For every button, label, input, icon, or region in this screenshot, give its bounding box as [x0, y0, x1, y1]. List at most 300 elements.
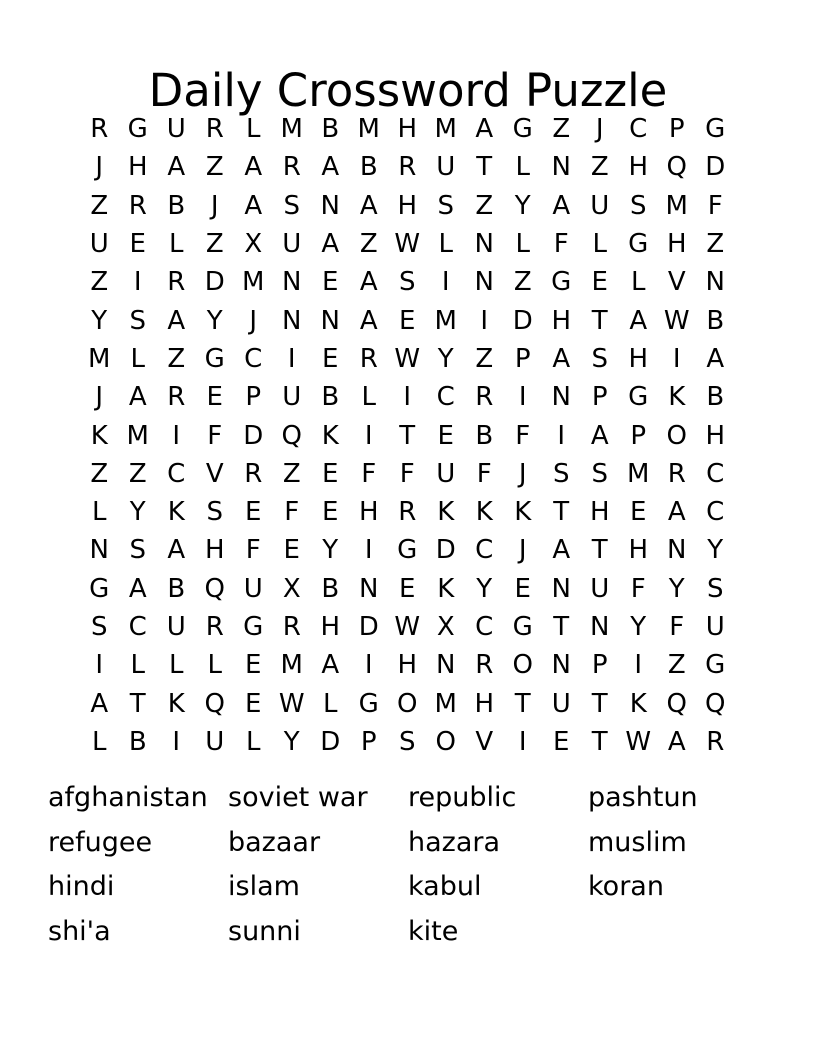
grid-letter: M	[88, 343, 111, 374]
grid-letter: A	[590, 420, 609, 451]
grid-letter: C	[167, 458, 186, 489]
grid-letter: K	[167, 688, 185, 719]
grid-letter: M	[280, 650, 303, 681]
grid-letter: G	[705, 114, 726, 145]
grid-letter: I	[133, 267, 142, 298]
grid-letter: C	[436, 382, 455, 413]
grid-letter: K	[668, 382, 686, 413]
grid-letter: Y	[129, 497, 146, 528]
grid-letter: L	[207, 650, 222, 681]
grid-letter: D	[320, 726, 341, 757]
grid-letter: J	[518, 458, 527, 489]
grid-letter: D	[705, 152, 726, 183]
grid-letter: I	[634, 650, 643, 681]
grid-letter: J	[95, 152, 104, 183]
word-bank-item: sunni	[228, 915, 301, 947]
grid-letter: H	[397, 190, 418, 221]
grid-letter: G	[358, 688, 379, 719]
grid-letter: U	[89, 229, 109, 260]
grid-row	[80, 684, 735, 722]
grid-letter: G	[512, 612, 533, 642]
grid-letter: J	[249, 305, 258, 336]
grid-row	[80, 340, 735, 378]
grid-letter: E	[399, 573, 416, 604]
grid-letter: I	[403, 382, 412, 413]
grid-letter: H	[628, 152, 649, 183]
grid-letter: M	[242, 267, 265, 298]
grid-letter: D	[358, 612, 379, 642]
grid-letter: J	[95, 382, 104, 413]
grid-letter: S	[129, 305, 146, 336]
grid-letter: A	[321, 152, 340, 183]
grid-letter: Q	[666, 152, 687, 183]
grid-letter: E	[245, 650, 262, 681]
grid-letter: O	[512, 650, 533, 681]
grid-letter: P	[630, 420, 647, 451]
grid-letter: I	[287, 343, 296, 374]
grid-letter: I	[172, 420, 181, 451]
grid-letter: I	[672, 343, 681, 374]
grid-letter: G	[628, 229, 649, 260]
grid-letter: S	[552, 458, 570, 489]
grid-letter: H	[358, 497, 379, 528]
grid-letter: T	[591, 305, 608, 336]
grid-letter: R	[359, 343, 378, 374]
grid-letter: B	[359, 152, 378, 183]
grid-letter: C	[706, 497, 725, 528]
grid-letter: E	[399, 305, 416, 336]
grid-letter: Q	[204, 573, 225, 604]
grid-letter: E	[206, 382, 223, 413]
grid-letter: V	[205, 458, 224, 489]
word-bank-item: refugee	[48, 826, 153, 858]
grid-letter: Q	[666, 688, 687, 719]
grid-letter: J	[210, 190, 219, 221]
grid-letter: E	[437, 420, 454, 451]
grid-letter: F	[669, 612, 685, 642]
grid-letter: A	[706, 343, 725, 374]
word-bank-item: kite	[408, 915, 459, 947]
grid-letter: A	[128, 382, 147, 413]
grid-letter: M	[434, 305, 457, 336]
grid-letter: Z	[90, 267, 109, 298]
grid-letter: U	[205, 726, 225, 757]
grid-letter: L	[438, 229, 453, 260]
grid-letter: C	[128, 612, 147, 642]
grid-letter: Y	[437, 343, 454, 374]
grid-letter: U	[282, 382, 302, 413]
grid-letter: S	[591, 458, 608, 489]
grid-letter: N	[436, 650, 456, 681]
grid-row	[80, 148, 735, 186]
grid-letter: S	[706, 573, 724, 604]
grid-letter: G	[204, 343, 225, 374]
grid-letter: I	[364, 650, 373, 681]
grid-letter: E	[245, 497, 262, 528]
grid-letter: T	[591, 688, 608, 719]
grid-letter: T	[553, 612, 570, 642]
grid-letter: U	[436, 152, 456, 183]
word-bank-column	[228, 776, 408, 954]
grid-letter: L	[169, 650, 184, 681]
grid-letter: A	[552, 535, 571, 566]
grid-letter: S	[629, 190, 647, 221]
grid-letter: U	[436, 458, 456, 489]
grid-letter: A	[552, 190, 571, 221]
puzzle-title: Daily Crossword Puzzle	[148, 64, 668, 118]
grid-letter: K	[475, 497, 493, 528]
grid-letter: H	[551, 305, 572, 336]
grid-letter: O	[435, 726, 456, 757]
grid-letter: E	[553, 726, 570, 757]
word-bank-item: pashtun	[588, 782, 698, 813]
grid-letter: T	[591, 535, 608, 566]
grid-letter: S	[206, 497, 223, 528]
grid-letter: Y	[91, 305, 108, 336]
grid-letter: W	[278, 688, 305, 719]
grid-letter: S	[129, 535, 146, 566]
grid-letter: H	[474, 688, 495, 719]
grid-letter: Y	[514, 190, 531, 221]
grid-letter: N	[551, 650, 571, 681]
grid-letter: F	[284, 497, 300, 528]
grid-letter: M	[627, 458, 650, 489]
grid-row	[80, 531, 735, 569]
grid-letter: E	[322, 458, 339, 489]
grid-letter: F	[515, 420, 531, 451]
grid-letter: Q	[705, 688, 726, 719]
grid-letter: P	[591, 650, 608, 681]
grid-letter: I	[172, 726, 181, 757]
grid-letter: C	[706, 458, 725, 489]
grid-letter: G	[397, 535, 418, 566]
grid-letter: I	[518, 382, 527, 413]
grid-letter: I	[95, 650, 104, 681]
grid-letter: C	[475, 535, 494, 566]
grid-letter: O	[666, 420, 687, 451]
word-bank-item: koran	[588, 871, 664, 902]
grid-letter: A	[667, 726, 686, 757]
word-bank-item: hazara	[408, 826, 501, 858]
grid-letter: Z	[513, 267, 532, 298]
word-bank-column	[408, 776, 588, 954]
grid-letter: H	[397, 650, 418, 681]
grid-letter: H	[705, 420, 726, 451]
grid-letter: R	[128, 190, 147, 221]
grid-letter: Y	[668, 573, 685, 604]
grid-letter: B	[321, 382, 340, 413]
word-bank-item: republic	[408, 782, 517, 813]
grid-letter: S	[437, 190, 454, 221]
grid-letter: S	[90, 612, 108, 642]
grid-letter: X	[282, 573, 301, 604]
grid-letter: T	[129, 688, 146, 719]
grid-letter: L	[169, 229, 184, 260]
grid-letter: W	[663, 305, 690, 336]
grid-letter: L	[92, 726, 107, 757]
grid-letter: Y	[206, 305, 223, 336]
grid-letter: P	[591, 382, 608, 413]
grid-letter: N	[320, 190, 340, 221]
grid-letter: C	[629, 114, 648, 145]
grid-letter: Y	[630, 612, 647, 642]
grid-letter: N	[474, 229, 494, 260]
grid-letter: L	[92, 497, 107, 528]
grid-letter: H	[628, 343, 649, 374]
grid-row	[80, 455, 735, 493]
grid-letter: W	[394, 343, 421, 374]
grid-letter: O	[397, 688, 418, 719]
grid-letter: G	[89, 573, 110, 604]
grid-letter: F	[399, 458, 415, 489]
grid-letter: N	[667, 535, 687, 566]
grid-letter: S	[283, 190, 300, 221]
grid-letter: A	[244, 190, 263, 221]
grid-letter: E	[245, 688, 262, 719]
grid-letter: M	[665, 190, 688, 221]
grid-letter: P	[514, 343, 531, 374]
grid-letter: A	[359, 305, 378, 336]
grid-letter: E	[322, 497, 339, 528]
grid-letter: K	[321, 420, 339, 451]
grid-letter: B	[321, 573, 340, 604]
grid-letter: E	[322, 343, 339, 374]
grid-letter: D	[243, 420, 264, 451]
grid-letter: Z	[167, 343, 186, 374]
grid-letter: I	[557, 420, 566, 451]
grid-letter: H	[127, 152, 148, 183]
grid-letter: F	[476, 458, 492, 489]
grid-letter: X	[436, 612, 455, 642]
grid-letter: B	[321, 114, 340, 145]
grid-letter: H	[397, 114, 418, 145]
grid-letter: L	[515, 152, 530, 183]
grid-letter: R	[167, 382, 186, 413]
grid-letter: L	[592, 229, 607, 260]
grid-letter: Y	[707, 535, 724, 566]
grid-letter: A	[359, 190, 378, 221]
grid-letter: G	[628, 382, 649, 413]
grid-letter: Z	[475, 343, 494, 374]
grid-letter: N	[282, 267, 302, 298]
word-bank-item: muslim	[588, 826, 687, 858]
grid-letter: Z	[552, 114, 571, 145]
grid-letter: L	[515, 229, 530, 260]
grid-letter: E	[283, 535, 300, 566]
grid-letter: G	[127, 114, 148, 145]
grid-letter: M	[126, 420, 149, 451]
grid-letter: R	[475, 650, 494, 681]
grid-letter: N	[359, 573, 379, 604]
grid-letter: Z	[205, 229, 224, 260]
grid-letter: R	[706, 726, 725, 757]
grid-letter: Z	[475, 190, 494, 221]
grid-letter: B	[128, 726, 147, 757]
grid-letter: T	[514, 688, 531, 719]
word-bank-column	[588, 776, 768, 954]
grid-letter: Z	[706, 229, 725, 260]
grid-letter: S	[398, 267, 416, 298]
grid-letter: A	[128, 573, 147, 604]
grid-letter: A	[167, 152, 186, 183]
grid-letter: M	[357, 114, 380, 145]
grid-letter: Z	[90, 458, 109, 489]
grid-row	[80, 493, 735, 531]
grid-letter: R	[205, 612, 224, 642]
grid-letter: P	[668, 114, 685, 145]
grid-letter: A	[244, 152, 263, 183]
grid-letter: U	[282, 229, 302, 260]
grid-letter: Z	[128, 458, 147, 489]
grid-letter: H	[666, 229, 687, 260]
grid-letter: A	[629, 305, 648, 336]
grid-letter: Y	[322, 535, 339, 566]
grid-letter: D	[435, 535, 456, 566]
grid-letter: B	[167, 190, 186, 221]
grid-letter: Z	[282, 458, 301, 489]
grid-letter: N	[705, 267, 725, 298]
grid-letter: L	[130, 650, 145, 681]
word-bank-item: kabul	[408, 871, 482, 902]
grid-letter: U	[590, 190, 610, 221]
grid-letter: L	[246, 114, 261, 145]
grid-letter: G	[705, 650, 726, 681]
grid-letter: I	[364, 420, 373, 451]
grid-letter: A	[90, 688, 109, 719]
grid-letter: V	[475, 726, 494, 757]
grid-letter: R	[667, 458, 686, 489]
grid-letter: N	[89, 535, 109, 566]
grid-letter: K	[629, 688, 647, 719]
grid-letter: R	[282, 612, 301, 642]
grid-letter: E	[129, 229, 146, 260]
grid-row	[80, 723, 735, 761]
grid-letter: Z	[590, 152, 609, 183]
grid-letter: R	[282, 152, 301, 183]
grid-letter: B	[706, 305, 725, 336]
grid-letter: Y	[283, 726, 300, 757]
grid-letter: B	[167, 573, 186, 604]
grid-letter: N	[590, 612, 610, 642]
grid-letter: G	[243, 612, 264, 642]
word-bank-item: soviet war	[228, 782, 368, 813]
grid-letter: R	[398, 497, 417, 528]
grid-letter: U	[705, 612, 725, 642]
grid-letter: J	[595, 114, 604, 145]
grid-letter: R	[244, 458, 263, 489]
grid-letter: F	[630, 573, 646, 604]
grid-letter: L	[246, 726, 261, 757]
grid-letter: Z	[90, 190, 109, 221]
grid-letter: U	[551, 688, 571, 719]
grid-letter: R	[90, 114, 109, 145]
grid-letter: E	[322, 267, 339, 298]
word-bank-item: afghanistan	[48, 782, 208, 813]
grid-letter: P	[245, 382, 262, 413]
grid-letter: P	[360, 726, 377, 757]
grid-letter: L	[361, 382, 376, 413]
grid-letter: A	[552, 343, 571, 374]
grid-letter: B	[706, 382, 725, 413]
grid-letter: R	[167, 267, 186, 298]
grid-letter: Z	[359, 229, 378, 260]
grid-letter: N	[320, 305, 340, 336]
grid-letter: R	[205, 114, 224, 145]
grid-row	[80, 110, 735, 148]
grid-letter: E	[591, 267, 608, 298]
grid-letter: M	[280, 114, 303, 145]
grid-letter: T	[399, 420, 416, 451]
grid-row	[80, 570, 735, 608]
grid-letter: K	[167, 497, 185, 528]
grid-letter: Z	[667, 650, 686, 681]
grid-letter: E	[630, 497, 647, 528]
grid-letter: G	[512, 114, 533, 145]
grid-letter: I	[364, 535, 373, 566]
grid-letter: K	[437, 573, 455, 604]
grid-letter: Z	[205, 152, 224, 183]
grid-row	[80, 416, 735, 454]
word-bank-column	[48, 776, 228, 954]
grid-letter: K	[90, 420, 108, 451]
grid-letter: M	[434, 688, 457, 719]
grid-letter: A	[321, 229, 340, 260]
grid-row	[80, 225, 735, 263]
grid-letter: F	[361, 458, 377, 489]
grid-letter: W	[394, 612, 421, 642]
grid-letter: R	[398, 152, 417, 183]
word-bank-item: shi'a	[48, 915, 111, 947]
grid-letter: U	[166, 114, 186, 145]
grid-letter: L	[631, 267, 646, 298]
grid-letter: I	[480, 305, 489, 336]
grid-letter: Q	[281, 420, 302, 451]
grid-row	[80, 187, 735, 225]
word-bank-item: islam	[228, 871, 300, 902]
grid-letter: H	[204, 535, 225, 566]
grid-row	[80, 608, 735, 646]
grid-letter: V	[667, 267, 686, 298]
grid-letter: W	[394, 229, 421, 260]
grid-letter: F	[207, 420, 223, 451]
grid-letter: I	[441, 267, 450, 298]
grid-row	[80, 263, 735, 301]
grid-letter: A	[667, 497, 686, 528]
grid-letter: D	[204, 267, 225, 298]
grid-row	[80, 378, 735, 416]
word-bank-item: hindi	[48, 871, 115, 902]
grid-letter: A	[475, 114, 494, 145]
grid-letter: K	[514, 497, 532, 528]
grid-letter: C	[244, 343, 263, 374]
grid-letter: R	[475, 382, 494, 413]
letter-grid	[80, 110, 735, 761]
word-bank-item: bazaar	[228, 826, 321, 858]
grid-letter: L	[130, 343, 145, 374]
grid-letter: F	[553, 229, 569, 260]
grid-letter: N	[551, 382, 571, 413]
grid-letter: H	[320, 612, 341, 642]
grid-letter: S	[398, 726, 416, 757]
grid-letter: B	[475, 420, 494, 451]
grid-letter: J	[518, 535, 527, 566]
grid-letter: T	[476, 152, 493, 183]
grid-row	[80, 646, 735, 684]
grid-letter: D	[512, 305, 533, 336]
grid-letter: U	[166, 612, 186, 642]
grid-letter: K	[437, 497, 455, 528]
grid-letter: L	[323, 688, 338, 719]
